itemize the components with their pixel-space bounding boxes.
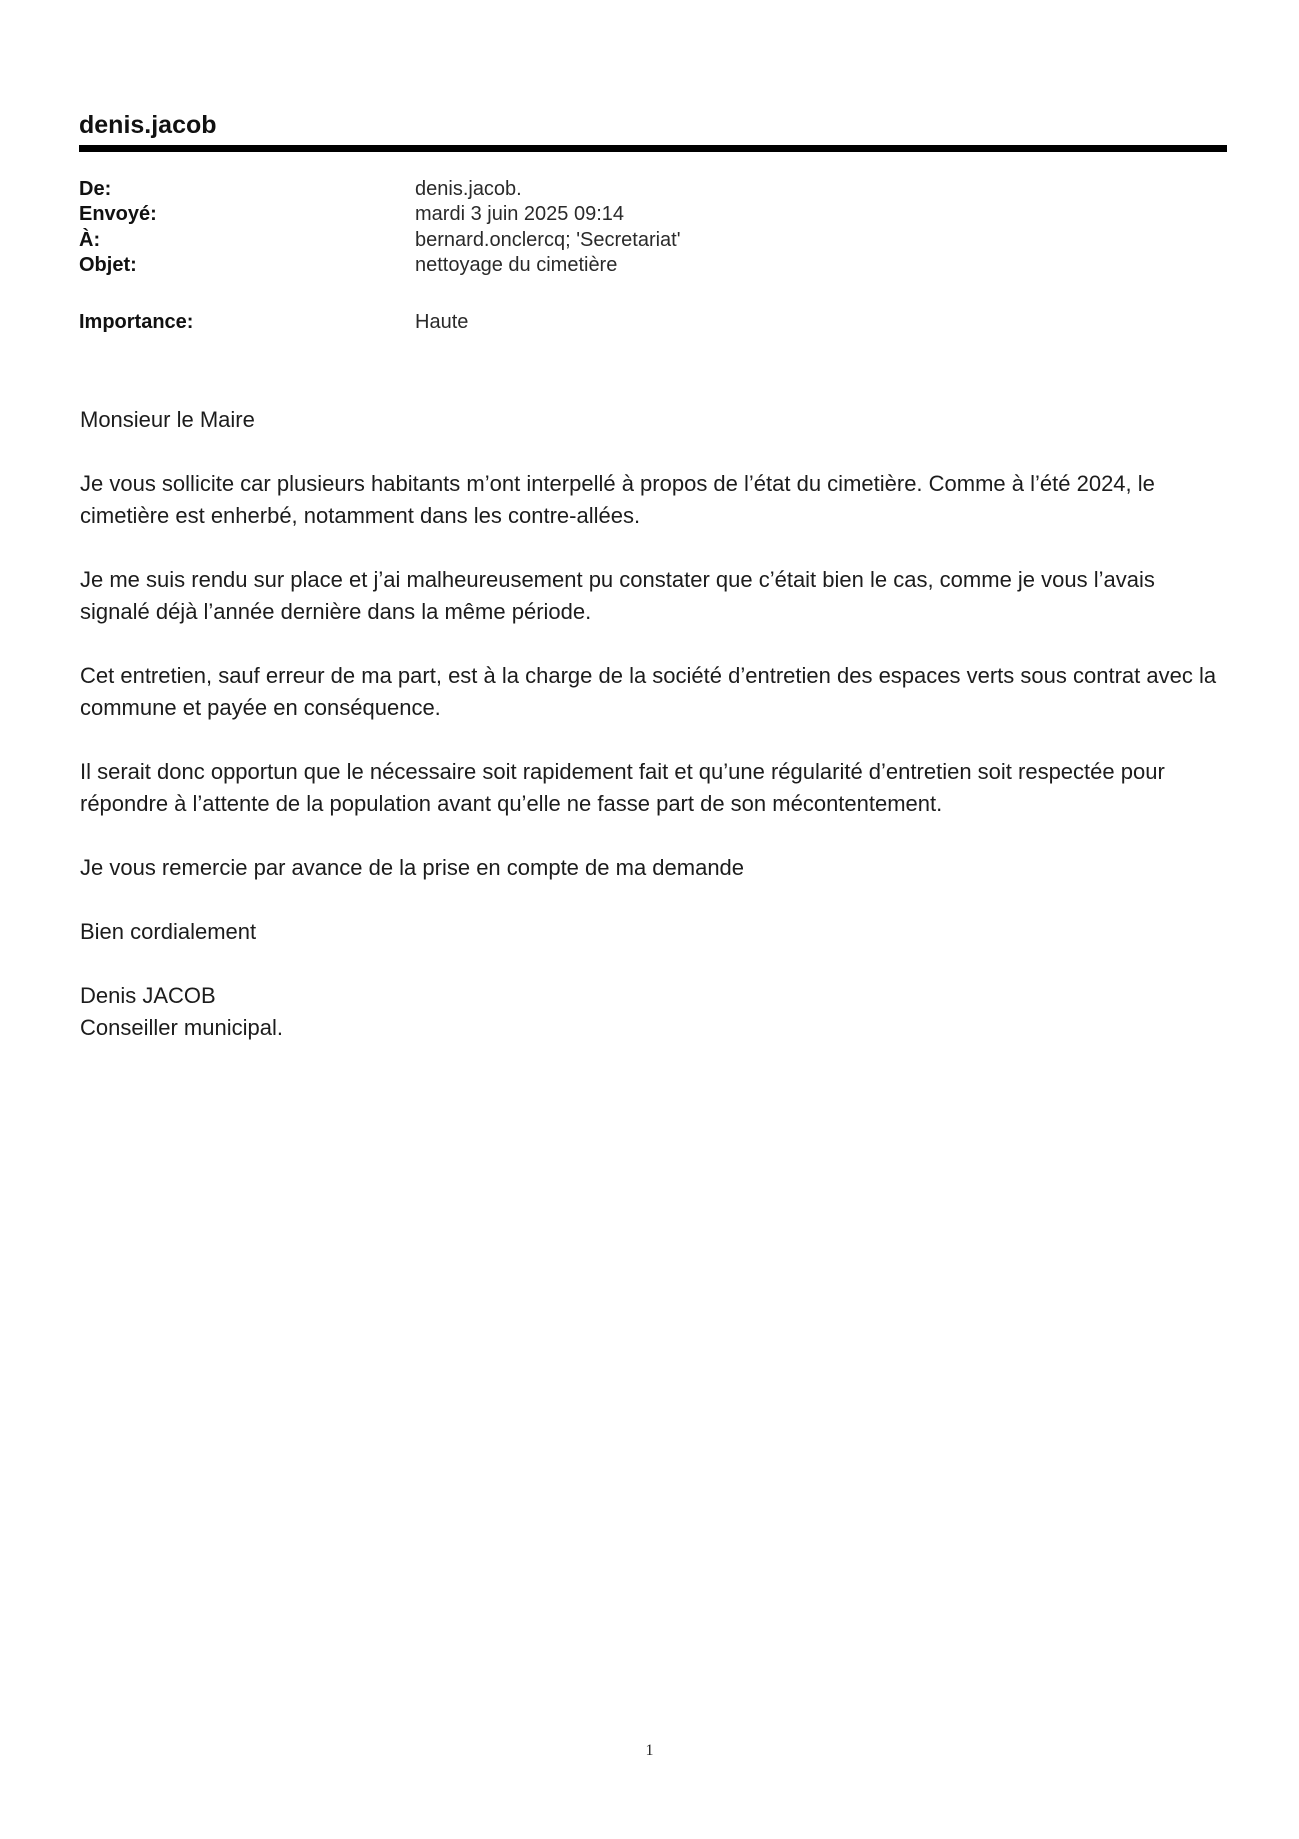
closing: Bien cordialement (80, 919, 257, 944)
to-value: bernard.onclercq; 'Secretariat' (415, 229, 681, 251)
subject-label: Objet: (79, 254, 137, 276)
email-body (80, 404, 1230, 1044)
signature-name: Denis JACOB (80, 983, 216, 1008)
importance-label: Importance: (79, 311, 194, 333)
sent-value: mardi 3 juin 2025 09:14 (415, 203, 625, 225)
importance-value: Haute (415, 311, 469, 333)
title-divider (79, 145, 1227, 152)
to-label: À: (79, 229, 101, 251)
from-value: denis.jacob. (415, 178, 522, 200)
subject-value: nettoyage du cimetière (415, 254, 618, 276)
signature-title: Conseiller municipal. (80, 1015, 283, 1040)
body-paragraph-3: Cet entretien, sauf erreur de ma part, est à la charge de la société d’entretien des espaces verts sous contrat avec la commune et payée en conséquence. (80, 663, 1217, 720)
body-paragraph-2: Je me suis rendu sur place et j’ai malheureusement pu constater que c’était bien le cas, comme je vous l’avais signalé déjà l’année dernière dans la même période. (80, 567, 1155, 624)
from-label: De: (79, 178, 112, 200)
body-paragraph-1: Je vous sollicite car plusieurs habitants m’ont interpellé à propos de l’état du cimetière. Comme à l’été 2024, le cimetière est enherbé, notamment dans les contre-allées. (80, 471, 1155, 528)
body-paragraph-5: Je vous remercie par avance de la prise en compte de ma demande (80, 855, 745, 880)
sent-label: Envoyé: (79, 203, 157, 225)
body-paragraph-4: Il serait donc opportun que le nécessaire soit rapidement fait et qu’une régularité d’entretien soit respectée pour répondre à l’attente de la population avant qu’elle ne fasse part de son mécontentement. (80, 759, 1165, 816)
greeting: Monsieur le Maire (80, 407, 255, 432)
page-number: 1 (645, 1742, 654, 1759)
sender-title: denis.jacob (79, 111, 217, 139)
